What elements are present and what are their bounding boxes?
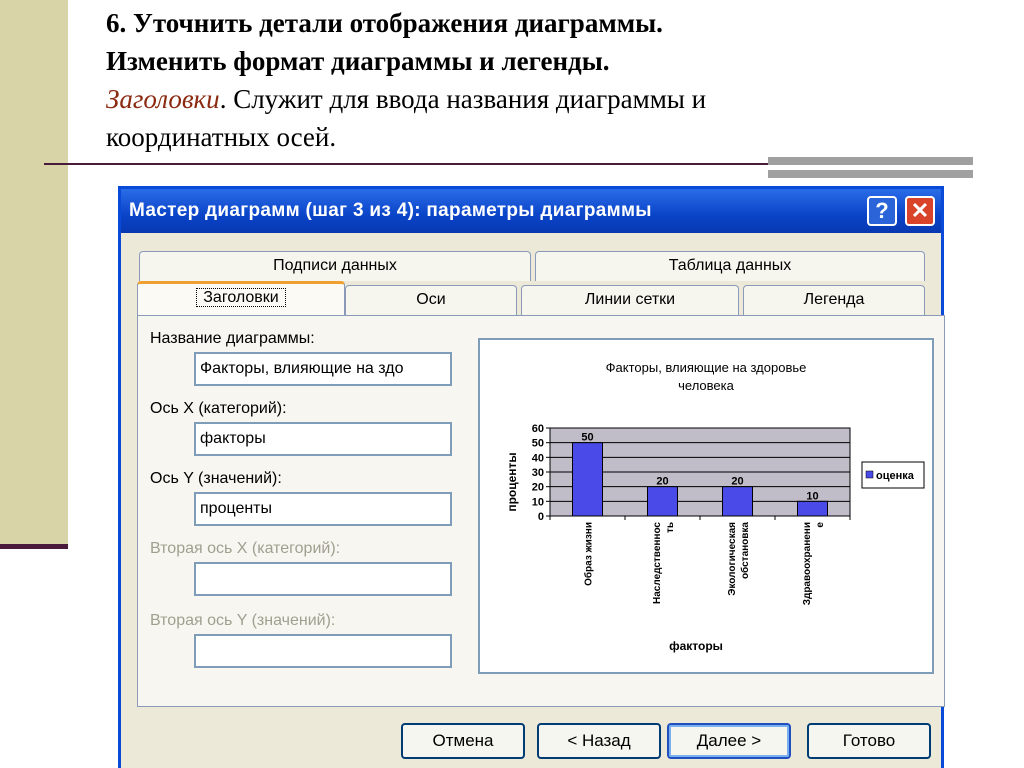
slide-line-3: . Служит для ввода названия диаграммы и: [219, 84, 707, 114]
secondary-y-axis-label: Вторая ось Y (значений):: [150, 612, 336, 629]
close-button[interactable]: [905, 196, 935, 226]
cancel-button-label: Отмена: [432, 731, 494, 750]
chart-title-line-2: человека: [678, 378, 734, 393]
data-label: 20: [656, 475, 669, 488]
x-tick-label: Здравоохранени: [802, 522, 813, 606]
next-button-label: Далее >: [696, 731, 762, 750]
tab-headers-label: Заголовки: [196, 288, 285, 307]
tab-headers[interactable]: [137, 281, 345, 315]
slide-divider-line: [44, 163, 844, 165]
chart-legend: [862, 462, 924, 488]
chart-title-line-1: Факторы, влияющие на здоровье: [605, 360, 807, 375]
x-tick-label: Экологическая: [727, 522, 738, 596]
bar: [723, 487, 753, 516]
slide-divider-bar-top: [768, 157, 973, 165]
x-tick-label: Образ жизни: [583, 522, 595, 586]
data-label: 50: [581, 431, 594, 444]
tab-gridlines-label: Линии сетки: [584, 291, 676, 308]
chart-y-axis-title: проценты: [505, 452, 519, 512]
slide-term-headers: Заголовки: [106, 84, 220, 114]
slide-divider-bar-bottom: [768, 170, 973, 178]
finish-button[interactable]: [807, 723, 931, 759]
tab-panel-headers: [137, 315, 945, 707]
legend-swatch: [866, 471, 873, 478]
back-button[interactable]: [537, 723, 661, 759]
bar: [798, 501, 828, 516]
help-button[interactable]: [867, 196, 897, 226]
y-tick-label: 60: [531, 423, 544, 435]
cancel-button[interactable]: [401, 723, 525, 759]
chart-plot-area: [532, 423, 850, 605]
chart-wizard-dialog: [118, 186, 944, 768]
x-axis-label: Ось X (категорий):: [150, 400, 287, 417]
y-tick-label: 0: [537, 511, 544, 523]
close-icon: ✕: [910, 198, 930, 223]
chart-preview: [478, 338, 934, 674]
tab-legend[interactable]: [743, 285, 925, 315]
y-axis-label: Ось Y (значений):: [150, 470, 282, 487]
slide-line-2: Изменить формат диаграммы и легенды.: [106, 46, 610, 76]
tab-legend-label: Легенда: [803, 291, 865, 308]
slide-left-band: [0, 0, 68, 548]
tab-data-labels-label: Подписи данных: [273, 257, 397, 274]
y-tick-label: 20: [531, 481, 544, 494]
slide-band-underline: [0, 544, 68, 549]
tab-gridlines[interactable]: [521, 285, 739, 315]
legend-series-name: оценка: [876, 470, 914, 482]
tab-axes-label: Оси: [416, 291, 446, 308]
back-button-label: < Назад: [567, 731, 631, 750]
bar: [648, 487, 678, 516]
y-tick-label: 10: [531, 496, 544, 509]
x-tick-label: ть: [665, 522, 676, 534]
slide-heading: [106, 4, 906, 156]
x-tick-label: Наследственнос: [652, 522, 663, 604]
y-tick-label: 30: [531, 467, 544, 479]
chart-svg: [480, 340, 932, 672]
tab-axes[interactable]: [345, 285, 517, 315]
tab-data-table-label: Таблица данных: [668, 257, 792, 274]
data-label: 10: [806, 490, 819, 503]
tab-data-table[interactable]: [535, 251, 925, 281]
slide-line-4: координатных осей.: [106, 122, 337, 152]
slide-line-1: 6. Уточнить детали отображения диаграммы.: [106, 8, 663, 38]
x-tick-label: обстановка: [740, 522, 751, 580]
tab-data-labels[interactable]: [139, 251, 531, 281]
secondary-y-axis-input[interactable]: [194, 634, 452, 668]
data-label: 20: [731, 475, 744, 488]
x-tick-label: е: [815, 522, 826, 528]
y-tick-label: 40: [531, 452, 544, 465]
bar: [573, 443, 603, 516]
secondary-x-axis-input[interactable]: [194, 562, 452, 596]
next-button[interactable]: [667, 723, 791, 759]
secondary-x-axis-label: Вторая ось X (категорий):: [150, 540, 341, 557]
chart-title-label: Название диаграммы:: [150, 330, 315, 347]
finish-button-label: Готово: [842, 731, 896, 750]
chart-title-input[interactable]: Факторы, влияющие на здо: [194, 352, 452, 386]
y-axis-input[interactable]: проценты: [194, 492, 452, 526]
chart-x-axis-title: факторы: [669, 639, 723, 653]
dialog-titlebar[interactable]: [121, 189, 941, 233]
help-icon: ?: [875, 198, 889, 223]
y-tick-label: 50: [531, 437, 544, 450]
dialog-title: Мастер диаграмм (шаг 3 из 4): параметры диаграммы: [129, 200, 652, 221]
x-axis-input[interactable]: факторы: [194, 422, 452, 456]
